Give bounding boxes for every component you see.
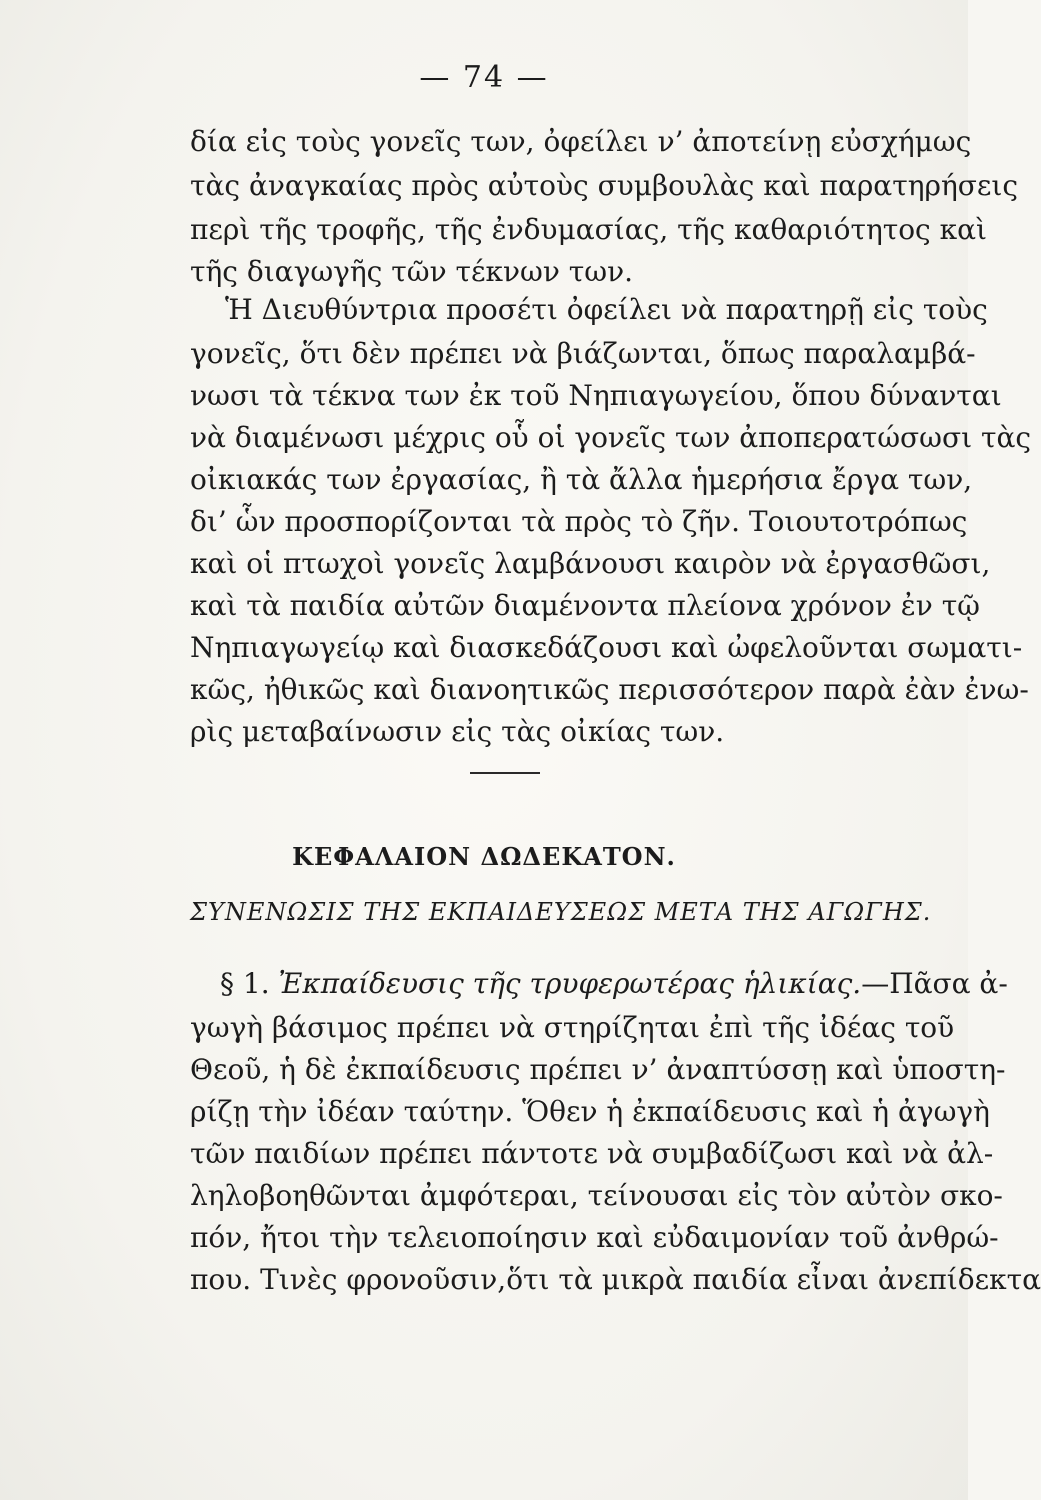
- section-mark: § 1.: [220, 967, 270, 1000]
- paragraph-line: οἰκιακάς των ἐργασίας, ἢ τὰ ἄλλα ἡμερήσια ἔργα των,: [190, 463, 973, 496]
- paragraph-line: Ἡ Διευθύντρια προσέτι ὀφείλει νὰ παρατηρῇ εἰς τοὺς: [225, 293, 988, 326]
- chapter-subtitle: ΣΥΝΕΝΩΣΙΣ ΤΗΣ ΕΚΠΑΙΔΕΥΣΕΩΣ ΜΕΤΑ ΤΗΣ ΑΓΩΓΗΣ.: [190, 898, 932, 926]
- paragraph-line: καὶ οἱ πτωχοὶ γονεῖς λαμβάνουσι καιρὸν νὰ ἐργασθῶσι,: [190, 547, 991, 580]
- paragraph-line: ρὶς μεταβαίνωσιν εἰς τὰς οἰκίας των.: [190, 715, 725, 748]
- paragraph-line: καὶ τὰ παιδία αὐτῶν διαμένοντα πλείονα χρόνον ἐν τῷ: [190, 589, 981, 622]
- paragraph-line: ληλοβοηθῶνται ἀμφότεραι, τείνουσαι εἰς τὸν αὐτὸν σκο-: [190, 1179, 1003, 1212]
- section-first-line-text: —Πᾶσα ἀ-: [861, 967, 1008, 1000]
- paragraph-line: νὰ διαμένωσι μέχρις οὗ οἱ γονεῖς των ἀποπερατώσωσι τὰς: [190, 421, 1032, 454]
- chapter-title: ΚΕΦΑΛΑΙΟΝ ΔΩΔΕΚΑΤΟΝ.: [292, 842, 676, 871]
- paragraph-line: Νηπιαγωγείῳ καὶ διασκεδάζουσι καὶ ὠφελοῦνται σωματι-: [190, 631, 1023, 664]
- paragraph-line: δία εἰς τοὺς γονεῖς των, ὀφείλει ν’ ἀποτείνῃ εὐσχήμως: [190, 125, 972, 158]
- paragraph-line: περὶ τῆς τροφῆς, τῆς ἐνδυμασίας, τῆς καθαριότητος καὶ: [190, 213, 988, 246]
- paragraph-line: τῶν παιδίων πρέπει πάντοτε νὰ συμβαδίζωσι καὶ νὰ ἀλ-: [190, 1137, 994, 1170]
- section-divider: [470, 772, 540, 774]
- page-number: — 74 —: [419, 60, 549, 95]
- paragraph-line: τῆς διαγωγῆς τῶν τέκνων των.: [190, 255, 634, 288]
- paragraph-line: τὰς ἀναγκαίας πρὸς αὐτοὺς συμβουλὰς καὶ παρατηρήσεις: [190, 169, 1018, 202]
- paragraph-line: γονεῖς, ὅτι δὲν πρέπει νὰ βιάζωνται, ὅπως παραλαμβά-: [190, 337, 976, 370]
- paragraph-line: Θεοῦ, ἡ δὲ ἐκπαίδευσις πρέπει ν’ ἀναπτύσσῃ καὶ ὑποστη-: [190, 1053, 1006, 1086]
- paragraph-line: νωσι τὰ τέκνα των ἐκ τοῦ Νηπιαγωγείου, ὅπου δύνανται: [190, 379, 1002, 412]
- paragraph-line: δι’ ὧν προσπορίζονται τὰ πρὸς τὸ ζῆν. Τοιουτοτρόπως: [190, 505, 968, 538]
- paragraph-line: πόν, ἤτοι τὴν τελειοποίησιν καὶ εὐδαιμονίαν τοῦ ἀνθρώ-: [190, 1221, 999, 1254]
- paragraph-line: γωγὴ βάσιμος πρέπει νὰ στηρίζηται ἐπὶ τῆς ἰδέας τοῦ: [190, 1011, 955, 1044]
- paragraph-line: κῶς, ἠθικῶς καὶ διανοητικῶς περισσότερον παρὰ ἐὰν ἐνω-: [190, 673, 1029, 706]
- section-title: Ἐκπαίδευσις τῆς τρυφερωτέρας ἡλικίας.: [278, 967, 862, 1000]
- paragraph-line: που. Τινὲς φρονοῦσιν,ὅτι τὰ μικρὰ παιδία εἶναι ἀνεπίδεκτα: [190, 1263, 1041, 1296]
- section-heading-line: [190, 964, 1008, 1004]
- paragraph-line: ρίζῃ τὴν ἰδέαν ταύτην. Ὅθεν ἡ ἐκπαίδευσις καὶ ἡ ἀγωγὴ: [190, 1095, 990, 1128]
